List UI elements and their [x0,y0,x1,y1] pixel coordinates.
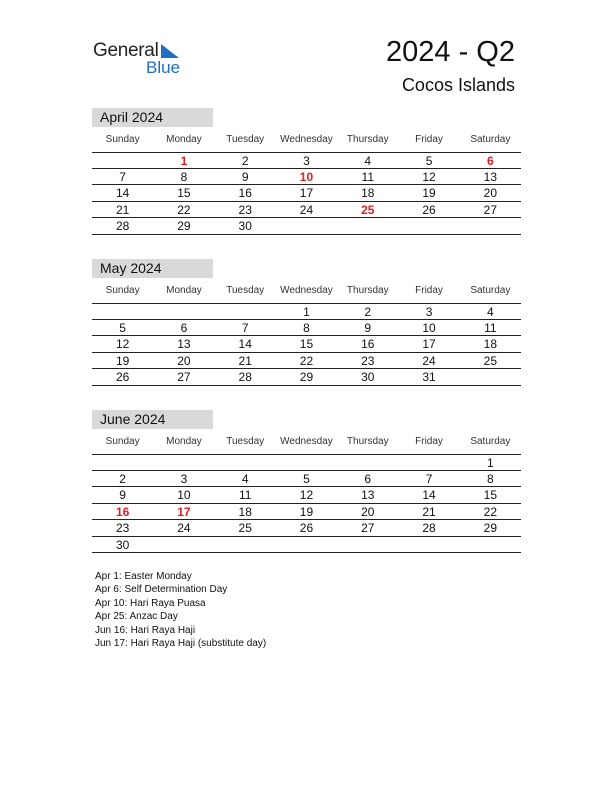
day-cell: 6 [486,154,494,168]
day-cell: 25 [238,521,252,535]
weekday-header-row [92,434,521,454]
day-cell: 24 [177,521,191,535]
week-row [92,218,521,235]
day-cell: 4 [364,154,372,168]
month-label: May 2024 [92,259,213,278]
day-cell: 3 [425,305,433,319]
day-cell [153,537,214,553]
day-cell: 22 [299,353,314,368]
logo-blue-text: Blue [146,58,181,77]
day-cell: 30 [238,219,252,233]
day-cell: 30 [361,370,375,384]
day-cell [92,304,153,319]
weekday-header-row [92,132,521,152]
day-cell [215,455,276,470]
day-cell: 21 [115,202,130,217]
day-cell: 18 [483,337,497,351]
day-cell: 9 [119,488,126,502]
weekday-label: Thursday [346,134,389,145]
weekday-header-row [92,283,521,303]
week-row [92,320,521,337]
day-cell: 14 [422,488,436,502]
holiday-item: Jun 16: Hari Raya Haji [95,624,196,636]
weekday-label: Monday [166,436,202,447]
day-cell: 29 [177,219,191,233]
day-cell: 20 [483,186,497,200]
day-cell: 19 [422,186,436,200]
day-cell [276,455,337,470]
holiday-item: Apr 6: Self Determination Day [95,584,228,596]
day-cell: 13 [177,337,191,351]
country-name: Cocos Islands [401,75,515,95]
week-row [92,471,521,488]
day-cell: 31 [422,370,436,384]
day-cell: 17 [177,504,191,519]
day-cell: 22 [177,202,191,217]
weekday-label: Friday [415,285,443,296]
day-cell: 3 [303,154,310,168]
month-may [92,259,521,386]
holiday-item: Apr 1: Easter Monday [95,571,192,582]
page-title: 2024 - Q2 [386,36,515,68]
weekday-label: Thursday [346,285,389,296]
day-cell: 5 [303,471,310,486]
day-cell: 23 [115,521,130,535]
day-cell: 17 [422,337,436,351]
day-cell: 5 [119,320,126,335]
logo-general-text: General [93,40,159,61]
day-cell: 25 [361,202,375,217]
day-cell: 16 [361,337,375,351]
weekday-label: Tuesday [226,134,265,145]
day-cell [398,455,459,470]
holiday-item: Jun 17: Hari Raya Haji (substitute day) [95,637,267,649]
day-cell: 17 [299,186,314,200]
weekday-label: Thursday [346,436,389,447]
day-cell [276,218,337,234]
day-cell: 11 [238,488,252,502]
day-cell: 21 [238,353,252,368]
week-row [92,336,521,353]
month-label: June 2024 [92,410,213,429]
day-cell: 26 [115,370,130,384]
day-cell: 9 [241,169,249,184]
day-cell: 2 [364,305,372,319]
day-cell: 1 [180,154,188,168]
day-cell: 2 [241,154,249,168]
day-cell: 6 [180,320,188,335]
day-cell: 15 [483,488,497,502]
week-row [92,369,521,386]
day-cell: 26 [422,202,436,217]
day-cell: 7 [241,320,249,335]
day-cell: 27 [177,370,191,384]
day-cell: 19 [299,504,314,519]
day-cell: 12 [299,488,314,502]
day-cell: 28 [238,370,252,384]
week-row [92,504,521,521]
month-label: April 2024 [92,108,213,127]
weekday-label: Friday [415,436,443,447]
day-cell: 30 [115,537,130,552]
weekday-label: Friday [415,134,443,145]
week-row [92,169,521,186]
day-cell: 28 [422,521,436,535]
day-cell [153,455,214,470]
week-row [92,152,521,169]
day-cell: 13 [361,488,375,502]
day-cell: 20 [361,504,375,519]
day-cell: 23 [238,202,252,217]
day-cell: 2 [119,471,126,486]
day-cell: 15 [177,186,191,200]
day-cell: 19 [115,353,130,368]
day-cell: 29 [483,521,497,535]
day-cell [337,455,398,470]
day-cell: 14 [238,337,252,351]
day-cell [215,304,276,319]
day-cell: 18 [238,504,252,519]
day-cell: 13 [483,169,497,184]
day-cell [92,153,153,168]
day-cell: 16 [238,186,252,200]
day-cell: 11 [361,169,374,184]
week-row [92,520,521,537]
day-cell: 4 [486,305,494,319]
day-cell: 24 [422,353,436,368]
weekday-label: Saturday [470,436,511,447]
day-cell: 10 [422,320,436,335]
day-cell [215,537,276,553]
holiday-item: Apr 25: Anzac Day [95,611,178,623]
holiday-item: Apr 10: Hari Raya Puasa [95,597,206,609]
day-cell: 8 [486,471,494,486]
day-cell [276,537,337,553]
day-cell: 7 [119,169,126,184]
day-cell: 24 [299,202,314,217]
day-cell: 12 [422,169,436,184]
weekday-label: Sunday [105,285,140,296]
day-cell: 9 [364,320,372,335]
day-cell: 27 [483,202,497,217]
day-cell: 25 [483,353,497,368]
day-cell: 1 [486,456,494,470]
day-cell: 11 [484,320,497,335]
week-row [92,537,521,554]
day-cell [337,218,398,234]
day-cell: 7 [425,471,433,486]
day-cell: 27 [361,521,375,535]
day-cell: 20 [177,353,191,368]
day-cell: 8 [303,320,310,335]
weekday-label: Saturday [470,285,511,296]
weekday-label: Tuesday [226,436,265,447]
day-cell: 16 [115,504,130,519]
day-cell: 22 [483,504,497,519]
weekday-label: Sunday [105,436,140,447]
week-row [92,185,521,202]
day-cell [153,304,214,319]
weekday-label: Wednesday [280,285,333,296]
week-row [92,353,521,370]
weekday-label: Wednesday [280,436,333,447]
weekday-label: Saturday [470,134,511,145]
weekday-label: Monday [166,285,202,296]
day-cell: 1 [303,305,310,319]
day-cell: 8 [180,169,188,184]
day-cell: 6 [364,471,372,486]
weekday-label: Sunday [105,134,140,145]
logo-triangle-icon [161,44,179,58]
day-cell [460,218,521,234]
week-row [92,202,521,219]
day-cell [337,537,398,553]
day-cell: 21 [422,504,436,519]
day-cell [92,455,153,470]
week-row [92,487,521,504]
logo [93,40,193,80]
holiday-list [95,570,266,650]
weekday-label: Wednesday [280,134,333,145]
weekday-label: Monday [166,134,202,145]
month-june [92,410,521,553]
day-cell: 4 [241,471,249,486]
day-cell [398,537,459,553]
day-cell: 5 [425,154,433,168]
day-cell: 3 [180,471,188,486]
day-cell: 10 [177,488,191,502]
month-april [92,108,521,235]
day-cell: 29 [299,370,314,384]
week-row [92,454,521,471]
day-cell [460,537,521,553]
day-cell: 12 [115,337,130,351]
day-cell: 15 [299,337,314,351]
day-cell: 14 [115,186,130,200]
day-cell: 18 [361,186,375,200]
day-cell [398,218,459,234]
day-cell [460,369,521,385]
weekday-label: Tuesday [226,285,265,296]
day-cell: 23 [361,353,375,368]
week-row [92,303,521,320]
day-cell: 26 [299,521,314,535]
day-cell: 28 [115,219,130,233]
day-cell: 10 [299,169,314,184]
